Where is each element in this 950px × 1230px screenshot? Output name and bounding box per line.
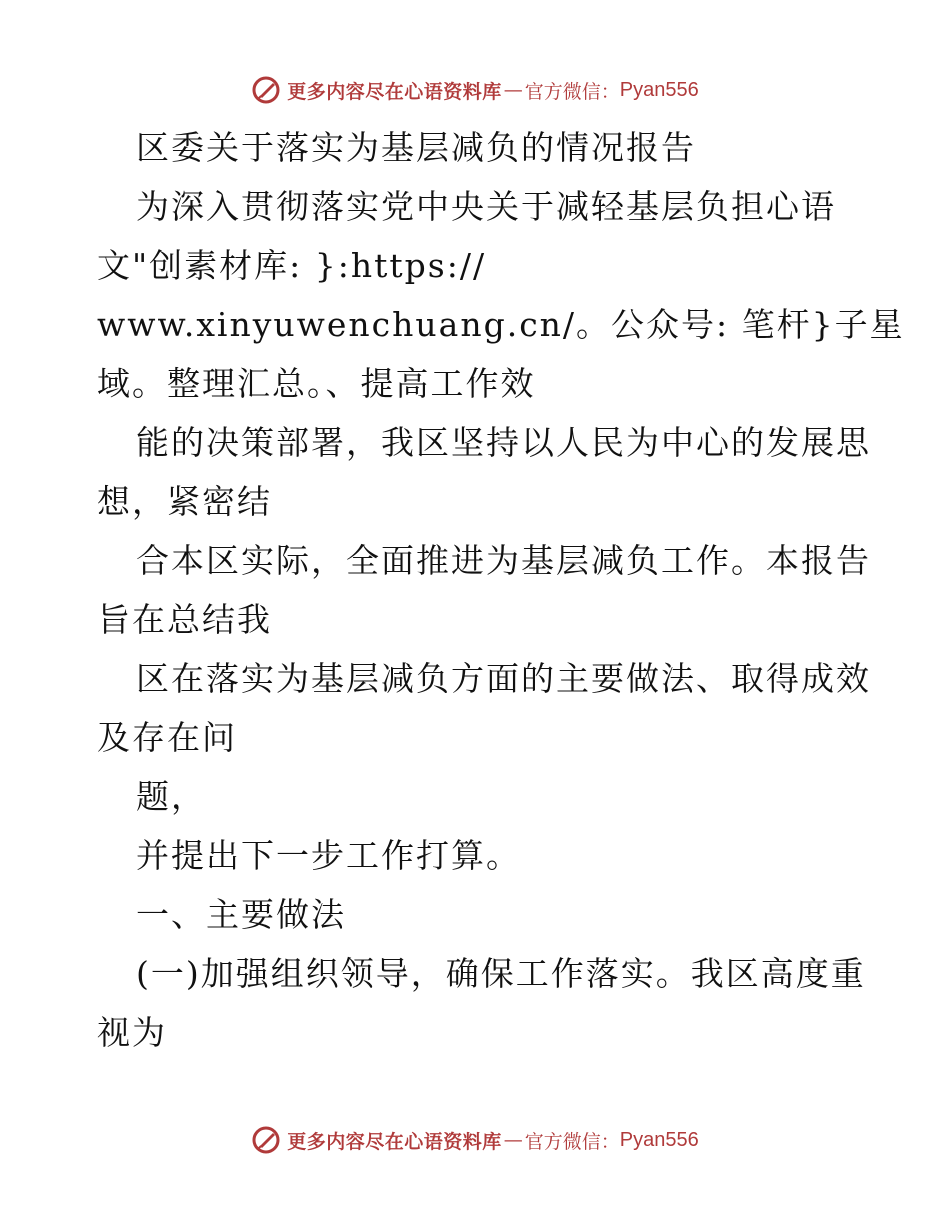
banner-wechat-label: 官方微信： xyxy=(524,80,620,103)
quill-logo-icon xyxy=(251,75,281,105)
paragraph-line-text: www.xinyuwenchuang.cn/。公众号: 笔杆}子星 xyxy=(97,305,905,344)
footer-banner xyxy=(0,1120,950,1160)
document-title: 区委关于落实为基层减负的情况报告 xyxy=(136,128,696,167)
paragraph-line: 域。整理汇总。、提高工作效 xyxy=(97,364,536,403)
paragraph-line: 视为 xyxy=(97,1013,167,1052)
paragraph-line: 及存在问 xyxy=(97,718,237,757)
banner-separator: — xyxy=(503,79,523,101)
paragraph-line: 为深入贯彻落实党中央关于减轻基层负担心语 xyxy=(136,187,836,226)
paragraph-line: 并提出下一步工作打算。 xyxy=(136,836,521,875)
subsection-heading: (一)加强组织领导，确保工作落实。我区高度重 xyxy=(136,954,866,993)
quill-logo-icon xyxy=(251,1125,281,1155)
banner-wechat-id: Pyan556 xyxy=(619,78,699,101)
banner-wechat-label: 官方微信： xyxy=(524,1130,620,1153)
banner-separator: — xyxy=(503,1129,523,1151)
paragraph-line: 旨在总结我 xyxy=(97,600,272,639)
paragraph-line-text: 文"创素材库: }:https:// xyxy=(97,246,487,285)
banner-slogan: 更多内容尽在心语资料库 xyxy=(287,1130,502,1153)
paragraph-line xyxy=(97,236,877,295)
paragraph-line: 想，紧密结 xyxy=(97,482,272,521)
document-body xyxy=(97,118,905,1062)
header-banner xyxy=(0,70,950,110)
paragraph-line: 区在落实为基层减负方面的主要做法、取得成效 xyxy=(136,659,871,698)
section-heading: 一、主要做法 xyxy=(136,895,346,934)
paragraph-line: 合本区实际，全面推进为基层减负工作。本报告 xyxy=(136,541,871,580)
banner-slogan: 更多内容尽在心语资料库 xyxy=(287,80,502,103)
paragraph-line: 题， xyxy=(136,777,206,816)
paragraph-line: 能的决策部署，我区坚持以人民为中心的发展思 xyxy=(136,423,871,462)
banner-wechat-id: Pyan556 xyxy=(619,1128,699,1151)
paragraph-line-url xyxy=(97,295,905,354)
